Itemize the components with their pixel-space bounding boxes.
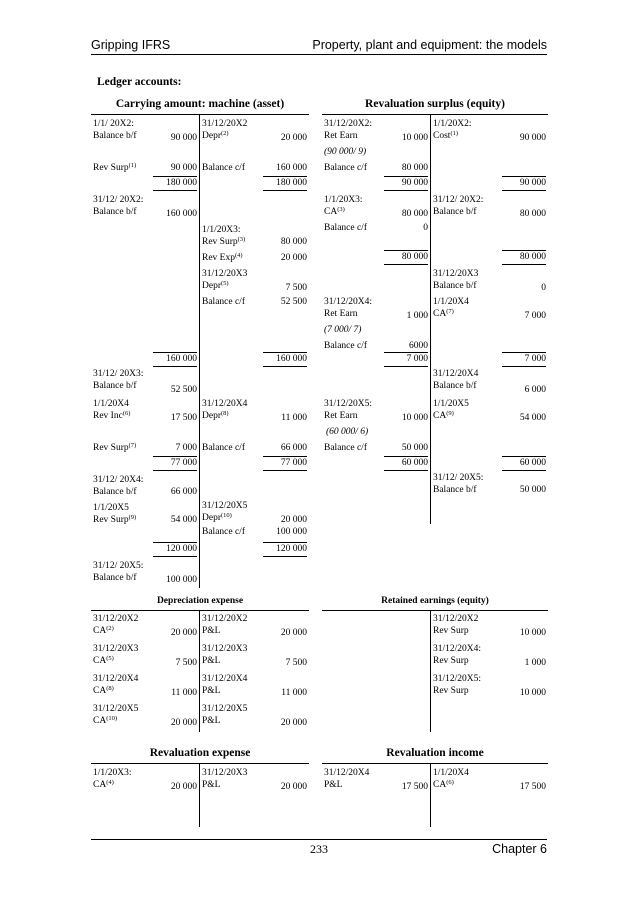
ledger-entry: 1/1/ 20X2: Balance b/f xyxy=(93,119,137,141)
column-total: 60 000 xyxy=(502,456,546,471)
entry-amount: 90 000 xyxy=(519,133,546,143)
ledger-entry: 31/12/20X4: Rev Surp xyxy=(433,644,482,666)
ledger-entry: 31/12/ 20X4: Balance b/f xyxy=(93,475,144,497)
ledger-entry: 31/12/20X4 CA$^{(8)}$ xyxy=(93,674,139,696)
column-total: 120 000 xyxy=(263,542,307,557)
account-revaluation-expense xyxy=(91,747,309,827)
entry-amount: 7 000 xyxy=(175,443,197,453)
account-title: Revaluation expense xyxy=(91,747,309,764)
header-rule xyxy=(91,54,547,55)
entry-amount: 20 000 xyxy=(170,782,197,792)
entry-amount: 160 000 xyxy=(166,209,197,219)
entry-amount: 17 500 xyxy=(170,413,197,423)
ledger-entry: Rev Surp$^{(7)}$ xyxy=(93,442,137,453)
entry-amount: 52 500 xyxy=(170,385,197,395)
entry-amount: 66 000 xyxy=(170,487,197,497)
entry-amount: 1 000 xyxy=(406,311,428,321)
entry-amount: 10 000 xyxy=(519,628,546,638)
ledger-entry: 31/12/20X4 Balance b/f xyxy=(433,369,479,391)
entry-amount: 52 500 xyxy=(280,297,307,307)
entry-amount: 20 000 xyxy=(280,718,307,728)
account-revaluation-income xyxy=(322,747,548,827)
entry-amount: 80 000 xyxy=(401,163,428,173)
ledger-entry: 31/12/ 20X2: Balance b/f xyxy=(93,195,144,217)
entry-amount: 20 000 xyxy=(280,782,307,792)
ledger-entry: 1/1/20X4 CA$^{(6)}$ xyxy=(433,768,469,790)
ledger-entry: 31/12/20X2 Rev Surp xyxy=(433,614,479,636)
ledger-entry: 31/12/20X2 P&L xyxy=(202,614,248,636)
entry-amount: 0 xyxy=(541,283,546,293)
entry-amount: 160 000 xyxy=(276,163,307,173)
account-depreciation-expense xyxy=(91,596,309,732)
column-total: 160 000 xyxy=(263,352,307,367)
ledger-entry: 31/12/20X3 Depr$^{(5)}$ xyxy=(202,269,248,291)
entry-amount: 10 000 xyxy=(519,688,546,698)
account-title: Carrying amount: machine (asset) xyxy=(91,98,309,115)
ledger-entry: 1/1/20X3: Rev Surp$^{(3)}$ xyxy=(202,225,246,247)
account-divider xyxy=(199,115,200,588)
page-header-right: Property, plant and equipment: the models xyxy=(312,38,547,52)
ledger-entry: 1/1/20X5 Rev Surp$^{(9)}$ xyxy=(93,503,137,525)
entry-amount: 20 000 xyxy=(170,718,197,728)
footer-rule xyxy=(91,839,547,840)
ledger-entry: 31/12/20X3 CA$^{(5)}$ xyxy=(93,644,139,666)
entry-amount: 17 500 xyxy=(401,782,428,792)
ledger-entry: 31/12/ 20X5: Balance b/f xyxy=(93,561,144,583)
column-total: 77 000 xyxy=(263,456,307,471)
entry-amount: 100 000 xyxy=(276,527,307,537)
entry-amount: 7 500 xyxy=(285,658,307,668)
account-divider xyxy=(430,764,431,827)
ledger-entry: 31/12/20X3 P&L xyxy=(202,644,248,666)
ledger-entry: 31/12/20X5 Depr$^{(10)}$ xyxy=(202,501,248,523)
column-total: 77 000 xyxy=(153,456,197,471)
entry-amount: 11 000 xyxy=(281,688,307,698)
account-title: Depreciation expense xyxy=(91,596,309,611)
ledger-entry: 31/12/ 20X2: Balance b/f xyxy=(433,195,484,217)
ledger-entry: 31/12/20X2 Depr$^{(2)}$ xyxy=(202,119,248,141)
entry-amount: 80 000 xyxy=(280,237,307,247)
entry-amount: 80 000 xyxy=(401,209,428,219)
ledger-entry: 31/12/20X3 P&L xyxy=(202,768,248,790)
entry-amount: 50 000 xyxy=(401,443,428,453)
ledger-entry: 31/12/20X4 P&L xyxy=(202,674,248,696)
column-total: 90 000 xyxy=(502,176,546,191)
ledger-entry: 31/12/ 20X5: Balance b/f xyxy=(433,473,484,495)
ledger-entry: 31/12/20X2: Ret Earn xyxy=(324,119,373,141)
ledger-entry: 31/12/20X4 Depr$^{(8)}$ xyxy=(202,399,248,421)
entry-amount: 7 500 xyxy=(285,283,307,293)
entry-amount: 66 000 xyxy=(280,443,307,453)
column-total: 80 000 xyxy=(502,250,546,265)
entry-note: (7 000/ 7) xyxy=(324,325,362,335)
account-divider xyxy=(199,764,200,827)
column-total: 80 000 xyxy=(384,250,428,265)
entry-amount: 20 000 xyxy=(280,515,307,525)
account-title: Revaluation income xyxy=(322,747,548,764)
entry-amount: 90 000 xyxy=(170,163,197,173)
ledger-entry: 1/1/20X2: Cost$^{(1)}$ xyxy=(433,119,472,141)
ledger-entry: 1/1/20X3: CA$^{(3)}$ xyxy=(324,195,363,217)
ledger-entry: Balance c/f xyxy=(202,527,245,537)
ledger-entry: 1/1/20X5 CA$^{(9)}$ xyxy=(433,399,469,421)
entry-amount: 7 500 xyxy=(175,658,197,668)
entry-amount: 20 000 xyxy=(280,133,307,143)
column-total: 7 000 xyxy=(502,352,546,367)
ledger-entry: 31/12/20X5 CA$^{(10)}$ xyxy=(93,704,139,726)
account-carrying-amount xyxy=(91,98,309,588)
account-title: Revaluation surplus (equity) xyxy=(322,98,548,115)
ledger-entry: Balance c/f xyxy=(202,443,245,453)
entry-amount: 10 000 xyxy=(401,413,428,423)
column-total: 90 000 xyxy=(384,176,428,191)
entry-amount: 7 000 xyxy=(524,311,546,321)
column-total: 180 000 xyxy=(263,176,307,191)
ledger-entry: Balance c/f xyxy=(324,341,367,351)
entry-amount: 54 000 xyxy=(519,413,546,423)
entry-amount: 20 000 xyxy=(280,628,307,638)
entry-amount: 11 000 xyxy=(171,688,197,698)
section-title: Ledger accounts: xyxy=(97,76,182,88)
ledger-entry: Balance c/f xyxy=(324,223,367,233)
column-total: 60 000 xyxy=(384,456,428,471)
page-number: 233 xyxy=(310,842,328,856)
entry-amount: 1 000 xyxy=(524,658,546,668)
ledger-entry: 31/12/20X2 CA$^{(2)}$ xyxy=(93,614,139,636)
entry-amount: 90 000 xyxy=(170,133,197,143)
entry-amount: 10 000 xyxy=(401,133,428,143)
ledger-entry: Rev Exp$^{(4)}$ xyxy=(202,252,243,263)
ledger-entry: 1/1/20X3: CA$^{(4)}$ xyxy=(93,768,132,790)
entry-amount: 54 000 xyxy=(170,515,197,525)
entry-amount: 20 000 xyxy=(280,253,307,263)
ledger-entry: 31/12/20X5 P&L xyxy=(202,704,248,726)
entry-amount: 50 000 xyxy=(519,485,546,495)
ledger-entry: 31/12/20X5: Rev Surp xyxy=(433,674,482,696)
account-title: Retained earnings (equity) xyxy=(322,596,548,611)
ledger-entry: 31/12/20X3 Balance b/f xyxy=(433,269,479,291)
entry-amount: 0 xyxy=(423,223,428,233)
entry-amount: 6000 xyxy=(409,341,428,351)
entry-amount: 100 000 xyxy=(166,575,197,585)
entry-note: (90 000/ 9) xyxy=(324,147,367,157)
entry-amount: 80 000 xyxy=(519,209,546,219)
ledger-entry: 31/12/20X4: Ret Earn xyxy=(324,297,373,319)
ledger-entry: Balance c/f xyxy=(324,163,367,173)
entry-note: (60 000/ 6) xyxy=(326,427,369,437)
entry-amount: 17 500 xyxy=(519,782,546,792)
ledger-entry: Balance c/f xyxy=(202,297,245,307)
account-revaluation-surplus xyxy=(322,98,548,524)
ledger-entry: 1/1/20X4 Rev Inc$^{(6)}$ xyxy=(93,399,131,421)
ledger-entry: Balance c/f xyxy=(324,443,367,453)
account-divider xyxy=(199,611,200,732)
entry-amount: 11 000 xyxy=(281,413,307,423)
entry-amount: 20 000 xyxy=(170,628,197,638)
entry-amount: 6 000 xyxy=(524,385,546,395)
column-total: 160 000 xyxy=(153,352,197,367)
ledger-entry: 1/1/20X4 CA$^{(7)}$ xyxy=(433,297,469,319)
ledger-entry: 31/12/20X4 P&L xyxy=(324,768,370,790)
column-total: 120 000 xyxy=(153,542,197,557)
ledger-entry: 31/12/ 20X3: Balance b/f xyxy=(93,369,144,391)
chapter-label: Chapter 6 xyxy=(492,842,547,856)
ledger-entry: Balance c/f xyxy=(202,163,245,173)
account-retained-earnings xyxy=(322,596,548,732)
column-total: 7 000 xyxy=(384,352,428,367)
account-divider xyxy=(430,611,431,732)
account-divider xyxy=(430,115,431,524)
column-total: 180 000 xyxy=(153,176,197,191)
ledger-entry: Rev Surp$^{(1)}$ xyxy=(93,162,137,173)
ledger-entry: 31/12/20X5: Ret Earn xyxy=(324,399,373,421)
page-header-left: Gripping IFRS xyxy=(91,38,171,52)
